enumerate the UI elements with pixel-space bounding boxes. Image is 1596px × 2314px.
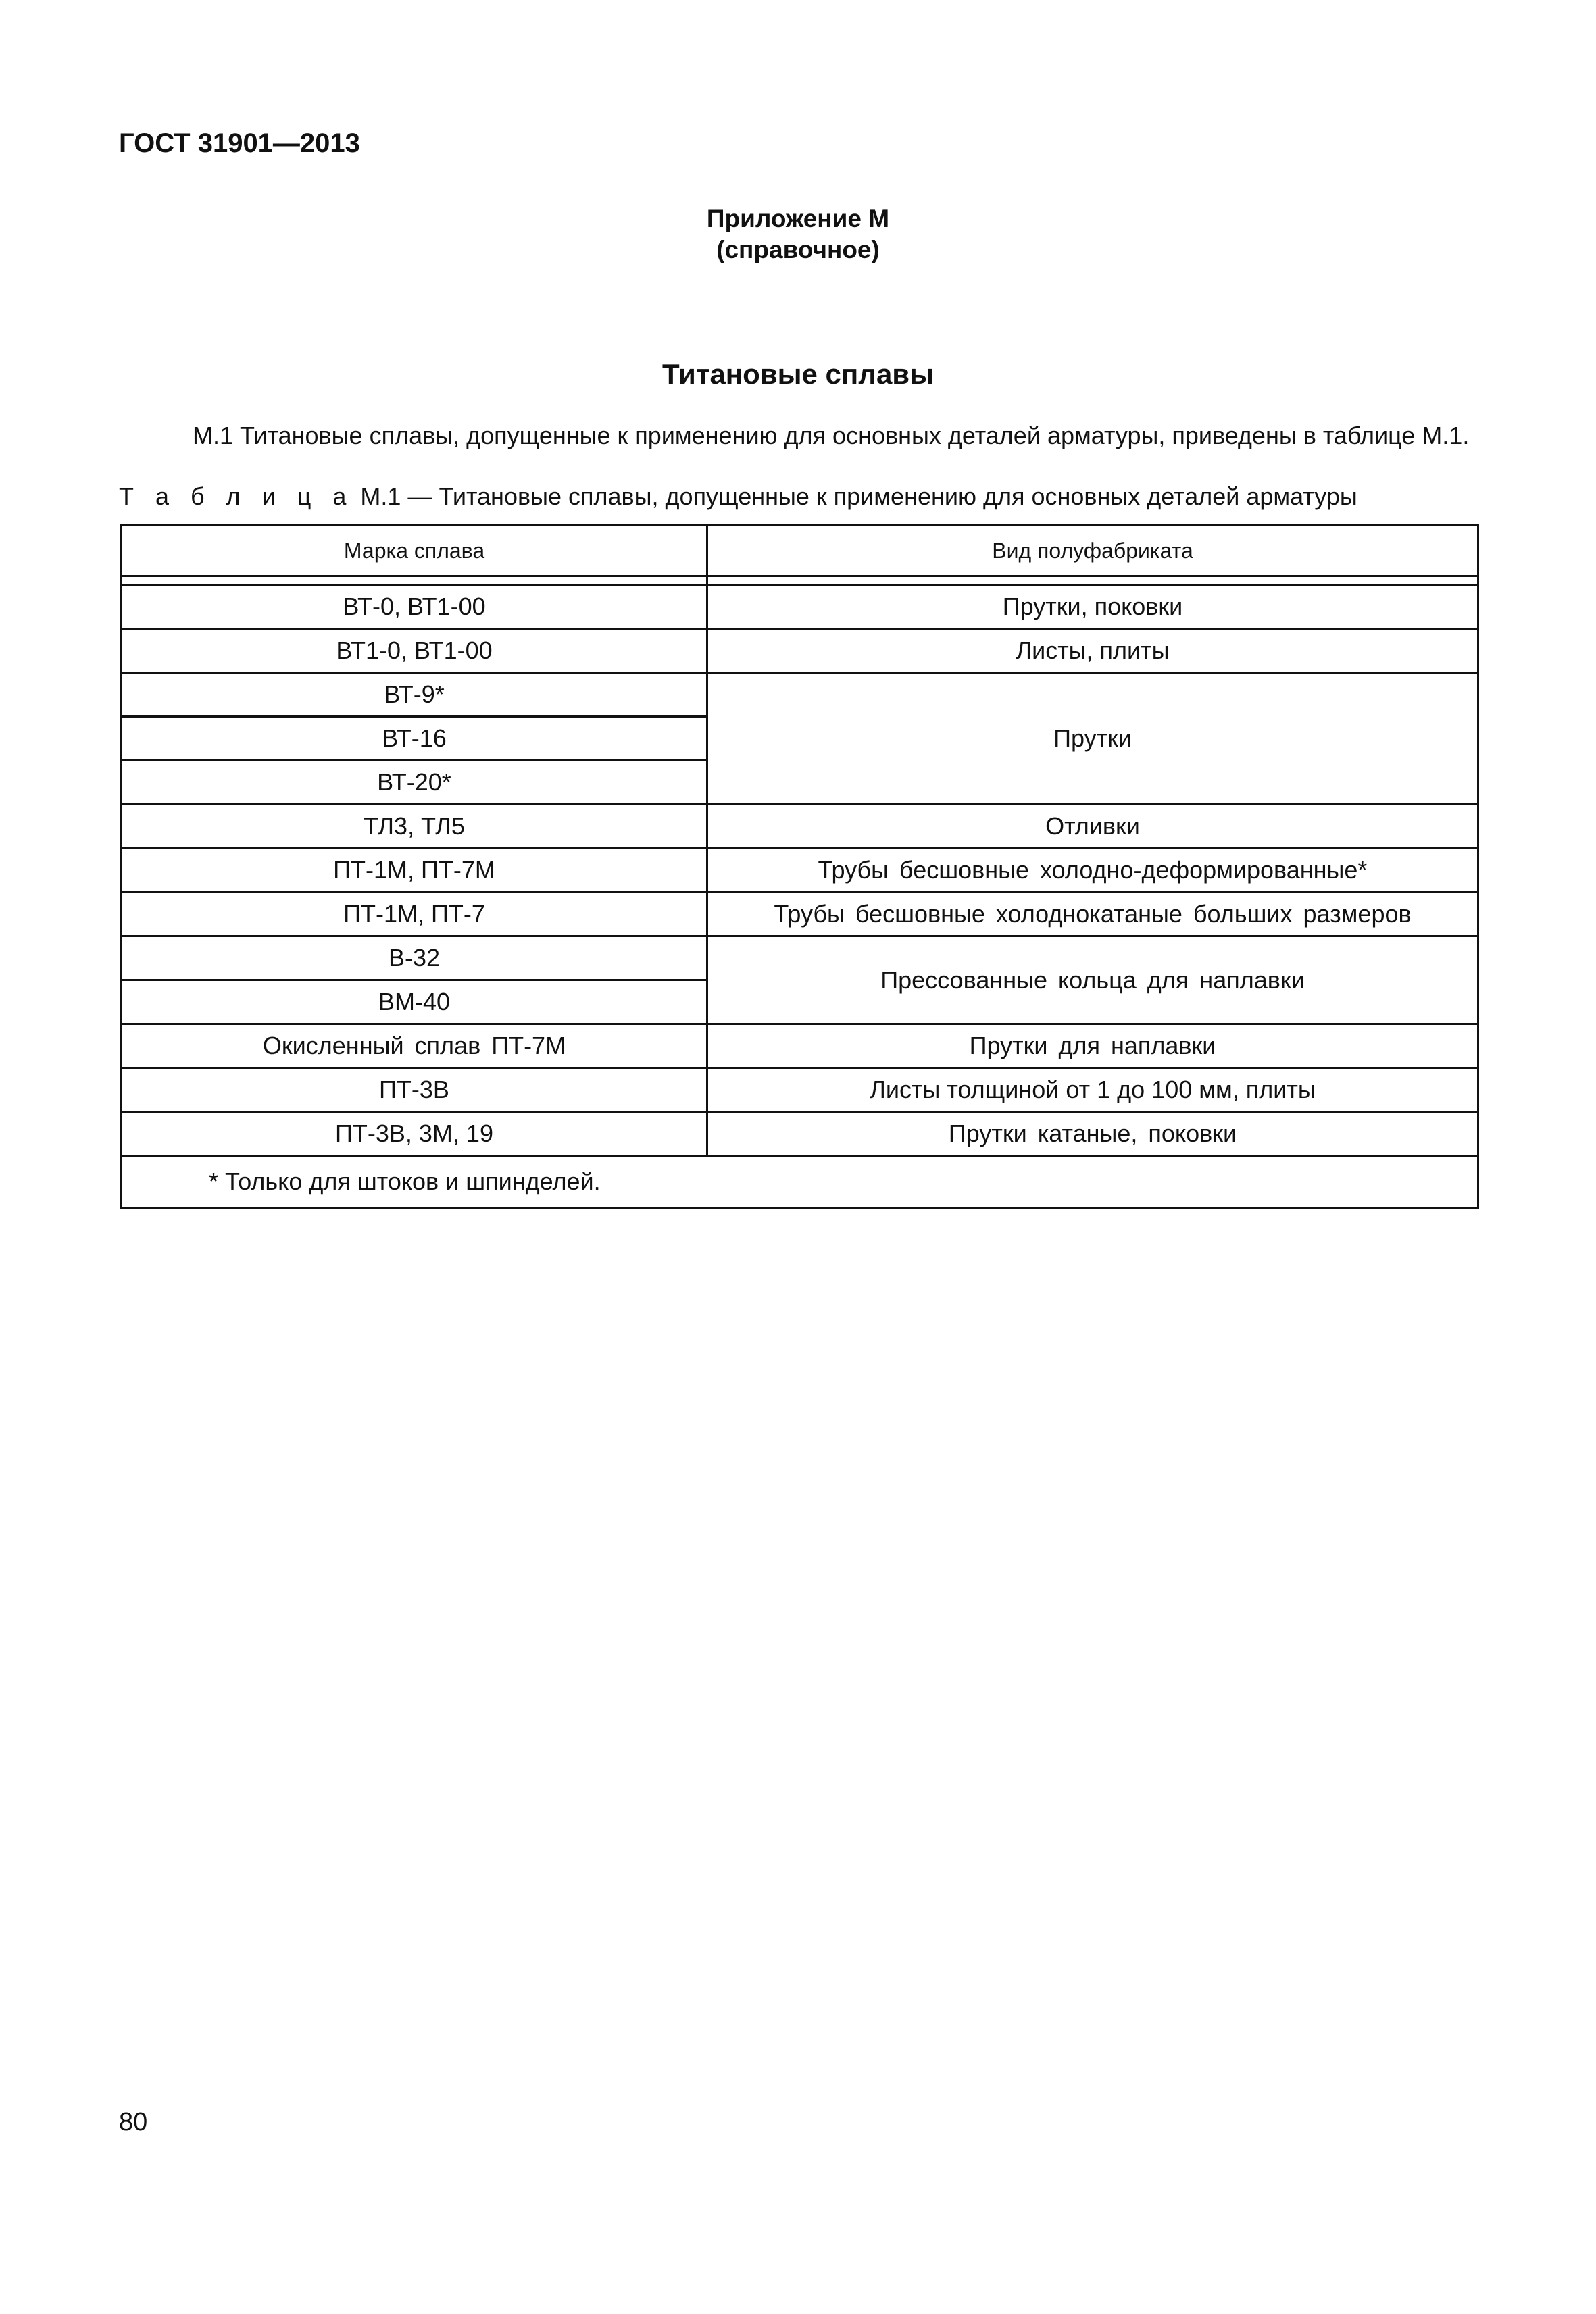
semi-product-cell: Прессованные кольца для наплавки: [707, 936, 1478, 1024]
table-row: [122, 936, 1478, 980]
page-number: 80: [119, 2108, 148, 2136]
semi-product-cell: Отливки: [707, 805, 1478, 849]
semi-product-cell: Листы толщиной от 1 до 100 мм, плиты: [707, 1068, 1478, 1112]
alloy-grade-cell: ПТ-1М, ПТ-7М: [122, 849, 707, 892]
table-caption-text: М.1 — Титановые сплавы, допущенные к применению для основных деталей арматуры: [360, 482, 1357, 510]
alloy-grade-cell: В-32: [122, 936, 707, 980]
paragraph-m1: М.1 Титановые сплавы, допущенные к применению для основных деталей арматуры, приведены в таблице М.1.: [193, 422, 1470, 449]
standard-code: ГОСТ 31901—2013: [119, 128, 360, 158]
alloy-grade-cell: ВТ-20*: [122, 761, 707, 805]
table-row: [122, 805, 1478, 849]
section-title: Титановые сплавы: [662, 358, 934, 390]
semi-product-cell: Прутки, поковки: [707, 585, 1478, 629]
table-caption-label: Т а б л и ц а: [119, 482, 354, 510]
alloy-grade-cell: ВТ-9*: [122, 673, 707, 717]
table-row: [122, 585, 1478, 629]
semi-product-cell: Прутки: [707, 673, 1478, 805]
alloy-grade-cell: ВМ-40: [122, 980, 707, 1024]
alloy-grade-cell: Окисленный сплав ПТ-7М: [122, 1024, 707, 1068]
alloy-grade-cell: ТЛ3, ТЛ5: [122, 805, 707, 849]
table-header-row: [122, 526, 1478, 576]
table-row: [122, 1068, 1478, 1112]
alloy-grade-cell: ПТ-3В, 3М, 19: [122, 1112, 707, 1156]
annex-status: (справочное): [716, 236, 880, 263]
table-footnote-row: [122, 1156, 1478, 1208]
alloy-grade-cell: ВТ-0, ВТ1-00: [122, 585, 707, 629]
column-header-alloy-grade: Марка сплава: [122, 526, 707, 576]
alloy-grade-cell: ПТ-3В: [122, 1068, 707, 1112]
table-row: [122, 1112, 1478, 1156]
table-footnote: * Только для штоков и шпинделей.: [122, 1156, 1478, 1208]
semi-product-cell: Листы, плиты: [707, 629, 1478, 673]
table-row: [122, 673, 1478, 717]
table-row: [122, 629, 1478, 673]
semi-product-cell: Трубы бесшовные холоднокатаные больших размеров: [707, 892, 1478, 936]
alloy-grade-cell: ВТ1-0, ВТ1-00: [122, 629, 707, 673]
column-header-semi-product: Вид полуфабриката: [707, 526, 1478, 576]
semi-product-cell: Прутки для наплавки: [707, 1024, 1478, 1068]
table-caption: [119, 482, 1357, 511]
semi-product-cell: Трубы бесшовные холодно-деформированные*: [707, 849, 1478, 892]
alloy-grade-cell: ПТ-1М, ПТ-7: [122, 892, 707, 936]
titanium-alloys-table: [120, 524, 1479, 1209]
header-divider: [122, 576, 1478, 585]
table-row: [122, 892, 1478, 936]
semi-product-cell: Прутки катаные, поковки: [707, 1112, 1478, 1156]
annex-title: Приложение М: [706, 205, 890, 232]
table-row: [122, 1024, 1478, 1068]
table-row: [122, 849, 1478, 892]
alloy-grade-cell: ВТ-16: [122, 717, 707, 761]
